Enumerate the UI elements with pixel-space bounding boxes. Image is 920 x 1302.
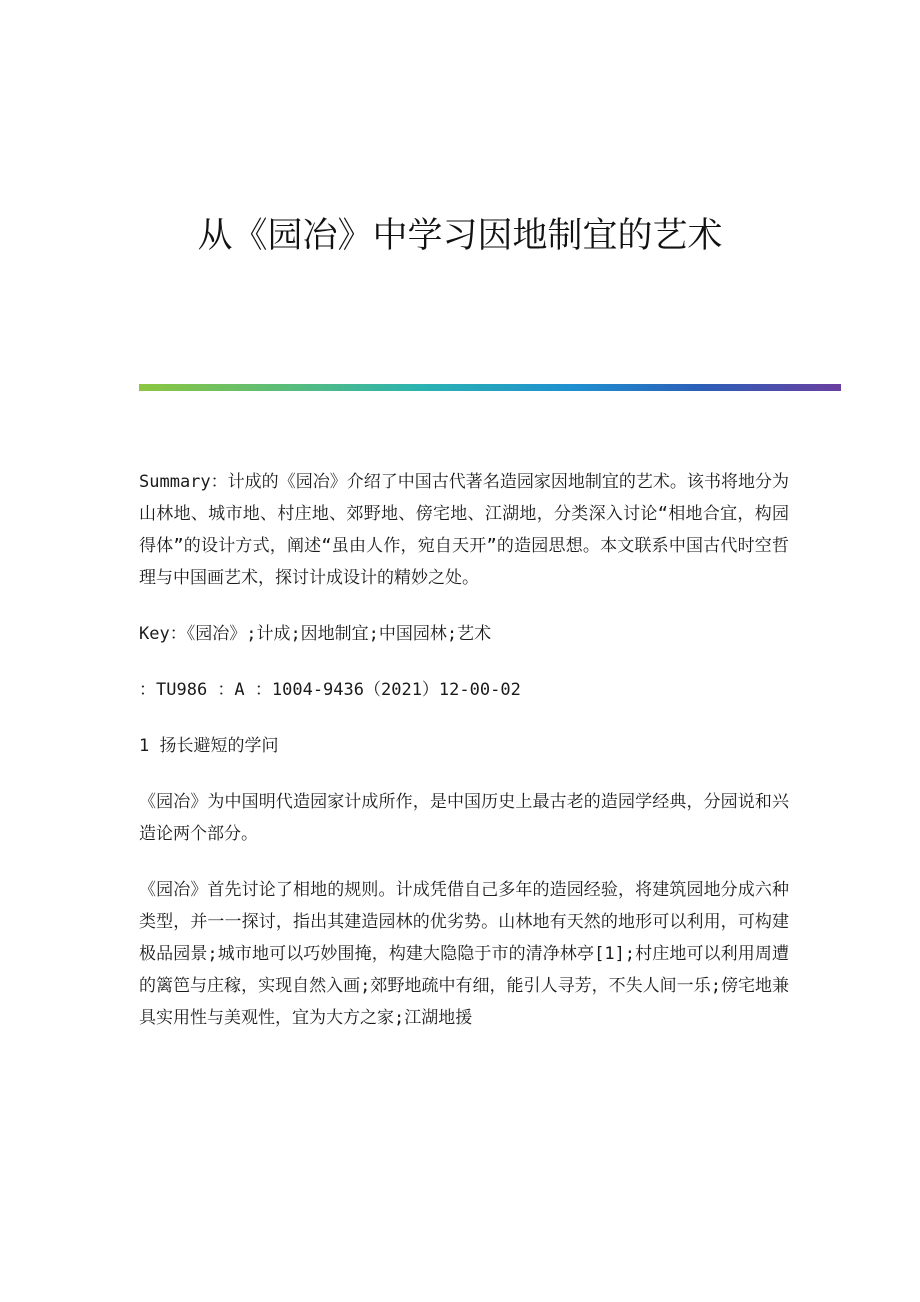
body-paragraph: 《园冶》为中国明代造园家计成所作，是中国历史上最古老的造园学经典，分园说和兴造论两个部分。 [139,792,789,844]
keywords-line: Key：《园冶》;计成;因地制宜;中国园林;艺术 [139,624,492,644]
section-heading: 1 扬长避短的学问 [139,736,279,756]
document-body [139,466,789,1058]
summary-paragraph: Summary：计成的《园冶》介绍了中国古代著名造园家因地制宜的艺术。该书将地分为山林地、城市地、村庄地、郊野地、傍宅地、江湖地，分类深入讨论“相地合宜，构园得体”的设计方式，阐述“虽由人作，宛自天开”的造园思想。本文联系中国古代时空哲理与中国画艺术，探讨计成设计的精妙之处。 [139,472,789,588]
body-paragraph: 《园冶》首先讨论了相地的规则。计成凭借自己多年的造园经验，将建筑园地分成六种类型，并一一探讨，指出其建造园林的优劣势。山林地有天然的地形可以利用，可构建极品园景;城市地可以巧妙围掩，构建大隐隐于市的清净林亭[1];村庄地可以利用周遭的篱笆与庄稼，实现自然入画;郊野地疏中有细，能引人寻芳，不失人间一乐;傍宅地兼具实用性与美观性，宜为大方之家;江湖地援 [139,880,789,1028]
document-title: 从《园冶》中学习因地制宜的艺术 [197,216,723,256]
classification-line: ：TU986 ：A ：1004-9436（2021）12-00-02 [139,680,521,700]
title-divider [139,384,841,391]
